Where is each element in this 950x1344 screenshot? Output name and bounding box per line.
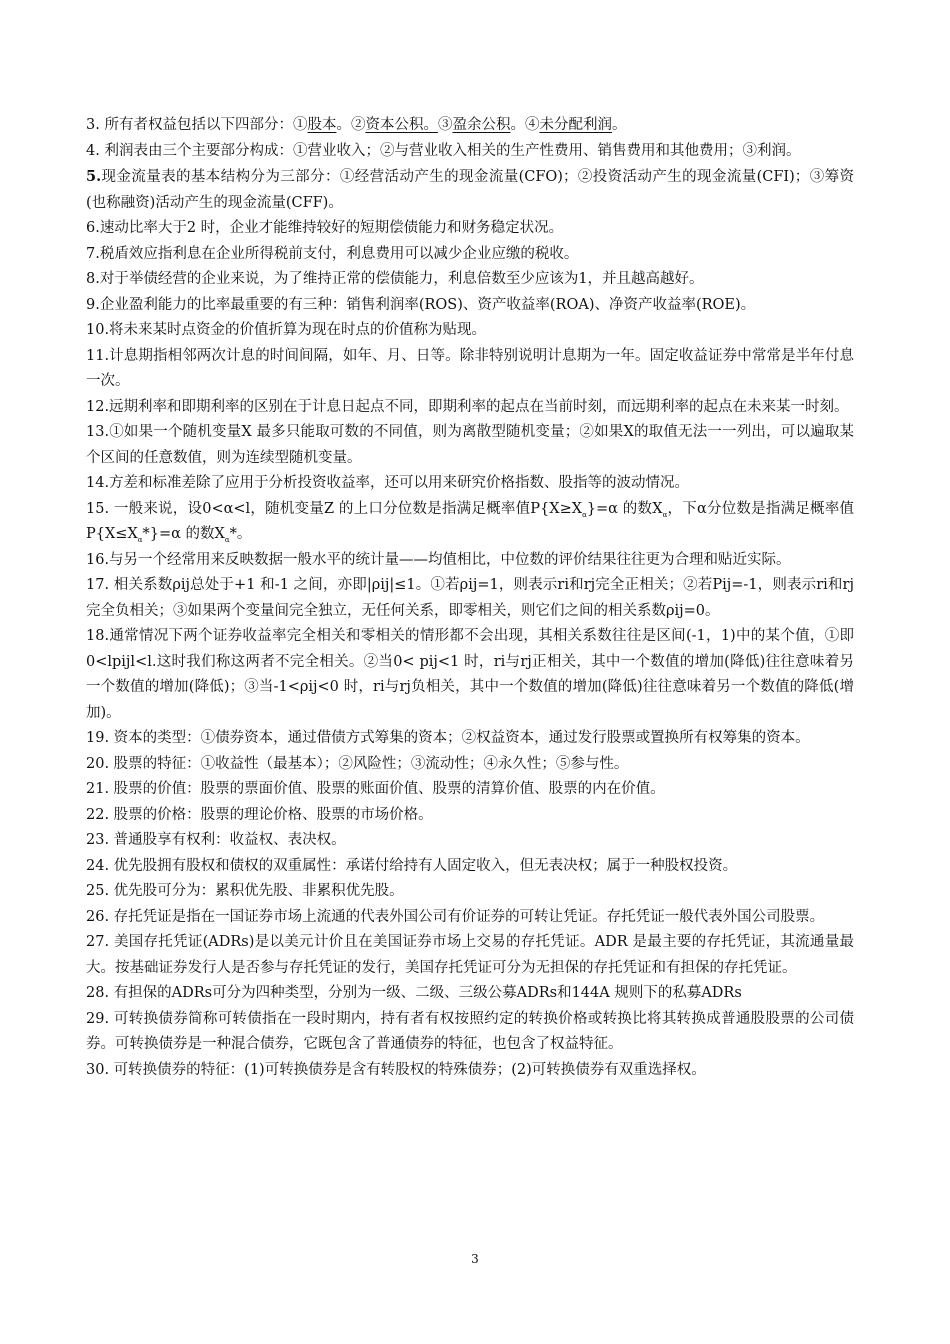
- list-item: [86, 139, 854, 165]
- text-run: *。: [229, 526, 252, 542]
- list-item: [86, 777, 854, 803]
- list-item: [86, 905, 854, 931]
- text-run: 9.企业盈利能力的比率最重要的有三种：销售利润率(ROS)、资产收益率(ROA)、净资产收益率(ROE)。: [86, 296, 756, 313]
- text-run: *}=α 的数X: [142, 526, 225, 542]
- text-run: 6.速动比率大于2 时，企业才能维持较好的短期偿债能力和财务稳定状况。: [86, 220, 564, 236]
- list-item: [86, 573, 854, 624]
- list-item: [86, 726, 854, 752]
- list-item: [86, 1007, 854, 1058]
- subscript: α: [224, 536, 230, 544]
- text-run: 23. 普通股享有权利：收益权、表决权。: [86, 832, 346, 848]
- text-run: 。④: [510, 117, 540, 133]
- text-run: 27. 美国存托凭证(ADRs)是以美元计价且在美国证券市场上交易的存托凭证。ADR 是最主要的存托凭证，其流通量最大。按基础证券发行人是否参与存托凭证的发行，美国存托凭证可分为无担保的存托凭证和有担保的存托凭证。: [86, 934, 854, 976]
- text-run: 18.通常情况下两个证券收益率完全相关和零相关的情形都不会出现，其相关系数往往是区间(-1，1)中的某个值，①即0<lpijl<l.这时我们称这两者不完全相关。②当0< pij<1 时，ri与rj正相关，其中一个数值的增加(降低)往往意味着另一个数值的增加(降低)；③当-1<ρij<0 时，ri与rj负相关，其中一个数值的增加(降低)往往意味着另一个数值的降低(增加)。: [86, 628, 854, 721]
- text-run: 股本: [307, 117, 337, 133]
- document-body: [86, 113, 854, 1083]
- text-run: 14.方差和标准差除了应用于分析投资收益率，还可以用来研究价格指数、股指等的波动情况。: [86, 475, 690, 491]
- subscript: α: [137, 536, 143, 544]
- list-item: [86, 113, 854, 139]
- text-run: 8.对于举债经营的企业来说，为了维持正常的偿债能力，利息倍数至少应该为1，并且越高越好。: [86, 271, 704, 287]
- list-item: [86, 752, 854, 778]
- text-run: 28. 有担保的ADRs可分为四种类型，分别为一级、二级、三级公募ADRs和144A 规则下的私募ADRs: [86, 985, 742, 1001]
- text-run: 7.税盾效应指利息在企业所得税前支付，利息费用可以减少企业应缴的税收。: [86, 245, 579, 262]
- list-item: [86, 1058, 854, 1084]
- text-run: 17. 相关系数ρij总处于+1 和-1 之间，亦即|ρij|≤1。①若ρij=1，则表示ri和rj完全正相关；②若Pij=-1，则表示ri和rj完全负相关；③如果两个变量间完全独立，无任何关系，即零相关，则它们之间的相关系数ρij=0。: [86, 577, 854, 619]
- text-run: }=α 的数X: [586, 500, 663, 517]
- list-item: [86, 318, 854, 344]
- subscript: α: [662, 510, 668, 519]
- list-item: [86, 803, 854, 829]
- text-run: 3. 所有者权益包括以下四部分：①: [86, 117, 308, 133]
- text-run: 22. 股票的价格：股票的理论价格、股票的市场价格。: [86, 806, 433, 823]
- text-run: 30. 可转换债券的特征：(1)可转换债券是含有转股权的特殊债券；(2)可转换债券有双重选择权。: [86, 1061, 706, 1078]
- list-item: [86, 828, 854, 854]
- text-run: 资本公积。: [365, 117, 438, 133]
- text-run: 4. 利润表由三个主要部分构成：①营业收入；②与营业收入相关的生产性费用、销售费用和其他费用；③利润。: [86, 142, 801, 159]
- subscript: α: [582, 510, 587, 519]
- list-item: [86, 497, 854, 548]
- text-run: 21. 股票的价值：股票的票面价值、股票的账面价值、股票的清算价值、股票的内在价值。: [86, 781, 665, 797]
- list-item: [86, 293, 854, 319]
- text-run: 12.远期利率和即期利率的区别在于计息日起点不同，即期利率的起点在当前时刻，而远期利率的起点在未来某一时刻。: [86, 398, 849, 415]
- list-item: [86, 395, 854, 421]
- list-item: [86, 548, 854, 574]
- list-item: [86, 420, 854, 471]
- text-run: 盈余公积: [452, 117, 511, 133]
- text-run: 29. 可转换债券简称可转债指在一段时期内，持有者有权按照约定的转换价格或转换比将其转换成普通股股票的公司债券。可转换债券是一种混合债券，它既包含了普通债券的特征，也包含了权益特征。: [86, 1010, 854, 1052]
- text-run: 5.: [86, 168, 102, 185]
- list-item: [86, 216, 854, 242]
- text-run: 未分配利润: [539, 117, 612, 133]
- list-item: [86, 267, 854, 293]
- list-item: [86, 242, 854, 268]
- list-item: [86, 981, 854, 1007]
- page-number: 3: [471, 1252, 479, 1266]
- text-run: ，下α分位数是指满足概率值P{X≤X: [86, 500, 854, 542]
- list-item: [86, 624, 854, 726]
- text-run: 。: [611, 117, 627, 133]
- text-run: 。②: [336, 117, 366, 133]
- text-run: 15. 一般来说，设0<α<l，随机变量Z 的上口分位数是指满足概率值P{X≥X: [86, 500, 583, 517]
- list-item: [86, 164, 854, 216]
- text-run: 26. 存托凭证是指在一国证券市场上流通的代表外国公司有价证券的可转让凭证。存托凭证一般代表外国公司股票。: [86, 908, 825, 925]
- text-run: 10.将未来某时点资金的价值折算为现在时点的价值称为贴现。: [86, 322, 487, 338]
- list-item: [86, 854, 854, 880]
- list-item: [86, 930, 854, 981]
- text-run: 11.计息期指相邻两次计息的时间间隔，如年、月、日等。除非特别说明计息期为一年。固定收益证券中常常是半年付息一次。: [86, 347, 854, 389]
- text-run: 现金流量表的基本结构分为三部分：①经营活动产生的现金流量(CFO)；②投资活动产生的现金流量(CFI)；③筹资(也称融资)活动产生的现金流量(CFF)。: [86, 169, 854, 211]
- text-run: 24. 优先股拥有股权和债权的双重属性：承诺付给持有人固定收入，但无表决权；属于一种股权投资。: [86, 857, 738, 874]
- list-item: [86, 471, 854, 497]
- list-item: [86, 879, 854, 905]
- list-item: [86, 344, 854, 395]
- text-run: 16.与另一个经常用来反映数据一般水平的统计量——均值相比，中位数的评价结果往往更为合理和贴近实际。: [86, 551, 791, 568]
- text-run: 19. 资本的类型：①债券资本，通过借债方式筹集的资本；②权益资本，通过发行股票或置换所有权筹集的资本。: [86, 730, 810, 746]
- text-run: 25. 优先股可分为：累积优先股、非累积优先股。: [86, 883, 404, 899]
- text-run: 13.①如果一个随机变量X 最多只能取可数的不同值，则为离散型随机变量；②如果X的取值无法一一列出，可以遍取某个区间的任意数值，则为连续型随机变量。: [86, 424, 854, 466]
- text-run: ③: [437, 117, 453, 133]
- text-run: 20. 股票的特征：①收益性（最基本）；②风险性；③流动性；④永久性；⑤参与性。: [86, 755, 629, 772]
